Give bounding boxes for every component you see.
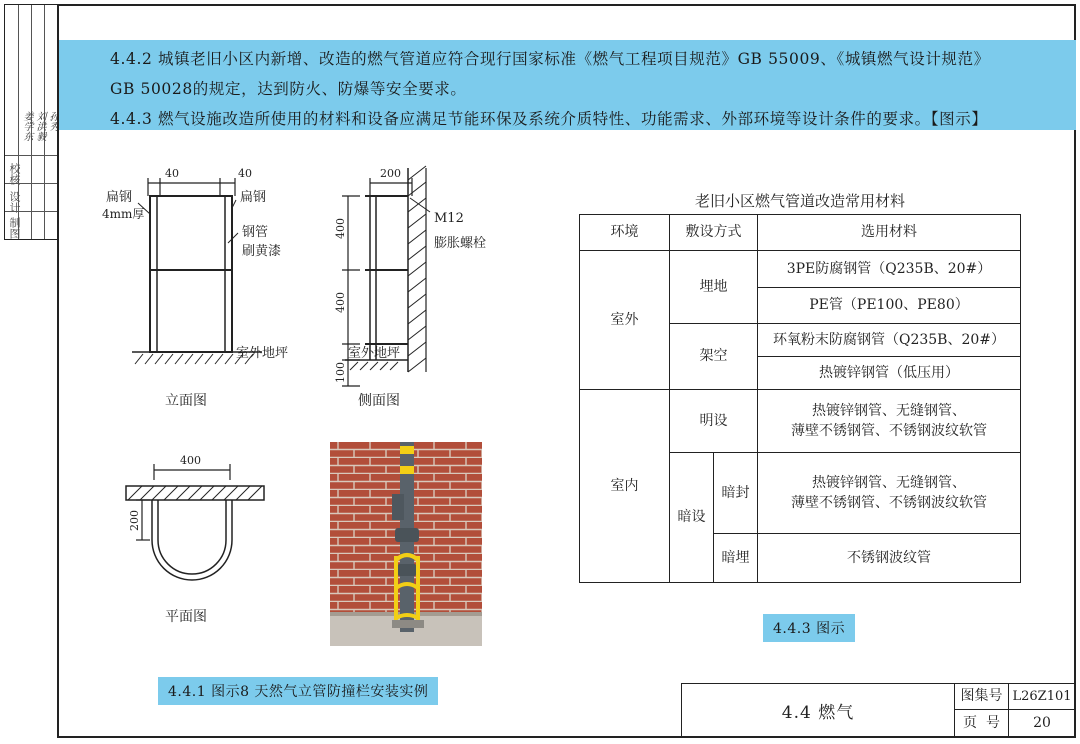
clause-442-line1: 4.4.2 城镇老旧小区内新增、改造的燃气管道应符合现行国家标准《燃气工程项目规范》GB 55009、《城镇燃气设计规范》 [110,50,990,68]
installation-photo [330,442,482,646]
elevation-caption: 立面图 [165,393,207,409]
method-sealed: 暗封 [714,453,758,534]
paint-label: 刷黄漆 [242,244,282,259]
method-embedded: 暗埋 [714,534,758,583]
side-dim-upper: 400 [334,218,347,239]
method-buried: 埋地 [670,251,758,324]
env-indoor: 室内 [580,390,670,583]
signature-3: 孙秀 [47,111,58,131]
plan-dim-width: 400 [180,454,201,467]
method-exposed: 明设 [670,390,758,453]
elevation-ground-label: 室外地坪 [236,346,289,361]
flat-steel-right-label: 扁钢 [240,190,267,205]
material-exposed-line2: 薄壁不锈钢管、不锈钢波纹软管 [791,423,987,439]
role-design: 设计 [8,191,21,213]
section-title: 4.4 燃气 [682,684,955,737]
figure-441-caption: 4.4.1 图示8 天然气立管防撞栏安装实例 [158,677,438,705]
material-overhead-2: 热镀锌钢管（低压用） [758,357,1021,390]
side-dim-top: 200 [380,167,401,180]
env-outdoor: 室外 [580,251,670,390]
page-no-label: 页 号 [955,710,1009,737]
thickness-label: 4mm厚 [102,207,145,221]
role-draw: 制图 [8,217,21,239]
material-overhead-1: 环氧粉末防腐钢管（Q235B、20#） [758,324,1021,357]
header-laying-method: 敷设方式 [670,215,758,251]
role-check: 校核 [8,163,21,185]
atlas-no-label: 图集号 [955,684,1009,710]
side-caption: 侧面图 [358,393,400,409]
signature-1: 姜学东 [21,111,32,141]
clause-443: 4.4.3 燃气设施改造所使用的材料和设备应满足节能环保及系统介质特性、功能需求、外部环境等设计条件的要求。【图示】 [110,110,988,128]
plan-caption: 平面图 [165,609,207,625]
material-sealed [758,453,1021,534]
material-exposed [758,390,1021,453]
materials-table [579,214,1021,583]
plan-view [126,464,264,580]
material-sealed-line1: 热镀锌钢管、无缝钢管、 [812,474,966,491]
figure-443-caption: 4.4.3 图示 [763,614,855,642]
material-buried-2: PE管（PE100、PE80） [758,288,1021,324]
bolt-name-label: 膨胀螺栓 [434,236,487,251]
materials-table-title: 老旧小区燃气管道改造常用材料 [694,192,905,210]
material-embedded: 不锈钢波纹管 [758,534,1021,583]
elevation-view [132,178,262,364]
method-overhead: 架空 [670,324,758,390]
guardrail-photo-illustration [330,442,482,646]
side-ground-label: 室外地坪 [348,346,401,361]
page-no-value: 20 [1033,715,1051,731]
header-material: 选用材料 [758,215,1021,251]
header-environment: 环境 [580,215,670,251]
bolt-size-label: M12 [434,211,464,226]
pipe-label: 钢管 [242,225,269,240]
material-buried-1: 3PE防腐钢管（Q235B、20#） [758,251,1021,288]
elevation-dim-left: 40 [165,167,179,180]
material-exposed-line1: 热镀锌钢管、无缝钢管、 [812,402,966,419]
side-dim-lower: 400 [334,292,347,313]
flat-steel-left-label: 扁钢 [106,190,133,205]
plan-dim-depth: 200 [128,510,141,531]
elevation-dim-right: 40 [238,167,252,180]
material-sealed-line2: 薄壁不锈钢管、不锈钢波纹软管 [791,495,987,511]
title-block [681,683,1076,738]
side-dim-bottom: 100 [334,362,347,383]
method-concealed: 暗设 [670,453,714,583]
signature-2: 刘洪毅 [34,111,45,141]
clause-442-line2: GB 50028的规定，达到防火、防爆等安全要求。 [110,80,467,98]
atlas-no-value: L26Z101 [1009,684,1075,710]
